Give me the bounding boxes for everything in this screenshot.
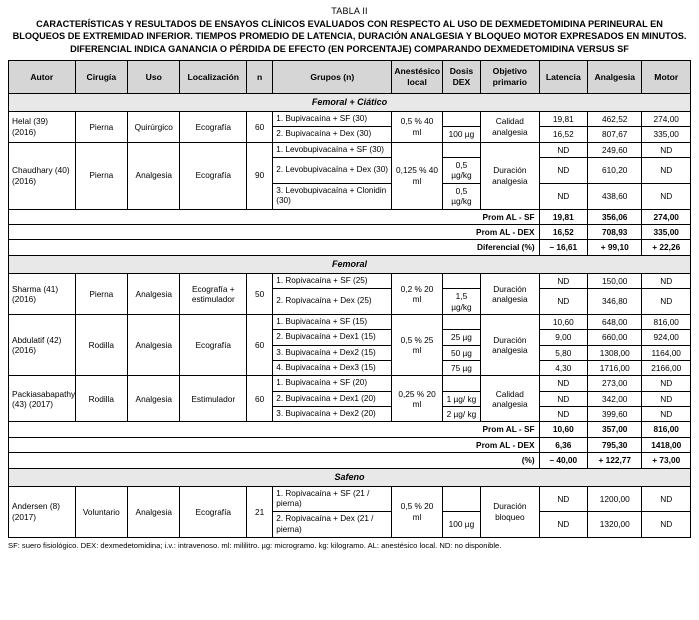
cell-dosis-dex: 1,5 µg/kg: [442, 289, 480, 315]
cell-grupo: 2. Levobupivacaína + Dex (30): [273, 158, 392, 184]
cell-cirugia: Voluntario: [75, 486, 127, 537]
cell-uso: Analgesia: [128, 273, 180, 314]
col-autor: Autor: [9, 61, 76, 93]
cell-grupo: 1. Bupivacaína + SF (20): [273, 376, 392, 391]
cell-motor: ND: [642, 407, 691, 422]
summary-latencia: 6,36: [539, 437, 587, 452]
summary-latencia: – 40,00: [539, 453, 587, 468]
cell-dosis-dex: [442, 486, 480, 512]
cell-cirugia: Pierna: [75, 142, 127, 209]
cell-motor: ND: [642, 289, 691, 315]
cell-dosis-dex: 50 µg: [442, 345, 480, 360]
cell-objetivo: Duración analgesia: [481, 273, 540, 314]
table-row: [9, 376, 691, 391]
cell-autor: Andersen (8) (2017): [9, 486, 76, 537]
col-localizacion: Localización: [180, 61, 247, 93]
cell-objetivo: Duración bloqueo: [481, 486, 540, 537]
cell-latencia: 9,00: [539, 330, 587, 345]
summary-motor: 1418,00: [642, 437, 691, 452]
summary-analgesia: + 122,77: [588, 453, 642, 468]
cell-motor: 816,00: [642, 314, 691, 329]
cell-latencia: 16,52: [539, 127, 587, 142]
summary-motor: 274,00: [642, 209, 691, 224]
cell-dosis-dex: 100 µg: [442, 512, 480, 538]
cell-grupo: 3. Bupivacaína + Dex2 (20): [273, 407, 392, 422]
cell-motor: ND: [642, 273, 691, 288]
table-caption: CARACTERÍSTICAS Y RESULTADOS DE ENSAYOS CLÍNICOS EVALUADOS CON RESPECTO AL USO DE DEXMEDETOMIDINA PERINEURAL EN BLOQUEOS DE EXTREMIDAD INFERIOR. TIEMPOS PROMEDIO DE LATENCIA, DURACIÓN ANALGESIA Y BLOQUEO MOTOR EXPRESADOS EN MINUTOS. DIFERENCIAL INDICA GANANCIA O PÉRDIDA DE EFECTO (EN PORCENTAJE) COMPARANDO DEXMEDETOMIDINA VERSUS SF: [12, 19, 687, 54]
cell-anestesico-local: 0,125 % 40 ml: [392, 142, 442, 209]
cell-latencia: 10,60: [539, 314, 587, 329]
summary-analgesia: 795,30: [588, 437, 642, 452]
summary-analgesia: 356,06: [588, 209, 642, 224]
summary-analgesia: 708,93: [588, 224, 642, 239]
col-analgesia: Analgesia: [588, 61, 642, 93]
cell-localizacion: Estimulador: [180, 376, 247, 422]
cell-grupo: 2. Ropivacaína + Dex (25): [273, 289, 392, 315]
cell-grupo: 1. Ropivacaína + SF (21 / pierna): [273, 486, 392, 512]
cell-autor: Sharma (41) (2016): [9, 273, 76, 314]
cell-n: 50: [247, 273, 273, 314]
summary-label: Prom AL - SF: [9, 422, 540, 437]
cell-autor: Abdulatif (42) (2016): [9, 314, 76, 375]
summary-motor: + 73,00: [642, 453, 691, 468]
cell-cirugia: Pierna: [75, 111, 127, 142]
cell-latencia: ND: [539, 273, 587, 288]
cell-latencia: ND: [539, 158, 587, 184]
cell-uso: Analgesia: [128, 314, 180, 375]
cell-grupo: 1. Ropivacaína + SF (25): [273, 273, 392, 288]
summary-latencia: 10,60: [539, 422, 587, 437]
cell-analgesia: 150,00: [588, 273, 642, 288]
cell-anestesico-local: 0,25 % 20 ml: [392, 376, 442, 422]
cell-localizacion: Ecografía + estimulador: [180, 273, 247, 314]
cell-objetivo: Calidad analgesia: [481, 376, 540, 422]
clinical-trials-table: [8, 60, 691, 537]
cell-grupo: 1. Levobupivacaína + SF (30): [273, 142, 392, 157]
col-cirugia: Cirugía: [75, 61, 127, 93]
table-body: [9, 93, 691, 537]
summary-latencia: – 16,61: [539, 240, 587, 255]
cell-n: 90: [247, 142, 273, 209]
cell-analgesia: 1320,00: [588, 512, 642, 538]
cell-analgesia: 1200,00: [588, 486, 642, 512]
cell-n: 60: [247, 111, 273, 142]
cell-latencia: ND: [539, 376, 587, 391]
cell-grupo: 3. Levobupivacaína + Clonidin (30): [273, 183, 392, 209]
cell-analgesia: 273,00: [588, 376, 642, 391]
cell-latencia: ND: [539, 512, 587, 538]
table-number: TABLA II: [331, 6, 368, 16]
col-grupos: Grupos (n): [273, 61, 392, 93]
summary-motor: 816,00: [642, 422, 691, 437]
cell-grupo: 4. Bupivacaína + Dex3 (15): [273, 360, 392, 375]
cell-motor: ND: [642, 183, 691, 209]
summary-row: [9, 224, 691, 239]
table-row: [9, 142, 691, 157]
cell-motor: 335,00: [642, 127, 691, 142]
cell-grupo: 2. Bupivacaína + Dex1 (15): [273, 330, 392, 345]
summary-label: (%): [9, 453, 540, 468]
cell-uso: Quirúrgico: [128, 111, 180, 142]
cell-anestesico-local: 0,5 % 40 ml: [392, 111, 442, 142]
cell-localizacion: Ecografía: [180, 314, 247, 375]
cell-analgesia: 249,60: [588, 142, 642, 157]
cell-latencia: ND: [539, 407, 587, 422]
cell-grupo: 2. Bupivacaína + Dex (30): [273, 127, 392, 142]
cell-uso: Analgesia: [128, 486, 180, 537]
summary-latencia: 19,81: [539, 209, 587, 224]
cell-analgesia: 462,52: [588, 111, 642, 126]
cell-analgesia: 648,00: [588, 314, 642, 329]
cell-latencia: ND: [539, 486, 587, 512]
cell-latencia: ND: [539, 391, 587, 406]
cell-localizacion: Ecografía: [180, 111, 247, 142]
summary-latencia: 16,52: [539, 224, 587, 239]
section-header-row: [9, 468, 691, 486]
cell-uso: Analgesia: [128, 142, 180, 209]
section-title: Safeno: [9, 468, 691, 486]
summary-label: Prom AL - DEX: [9, 437, 540, 452]
cell-autor: Chaudhary (40) (2016): [9, 142, 76, 209]
cell-dosis-dex: [442, 111, 480, 126]
cell-objetivo: Duración analgesia: [481, 142, 540, 209]
cell-latencia: 4,30: [539, 360, 587, 375]
cell-latencia: ND: [539, 289, 587, 315]
section-title: Femoral: [9, 255, 691, 273]
cell-dosis-dex: [442, 376, 480, 391]
cell-latencia: ND: [539, 142, 587, 157]
col-motor: Motor: [642, 61, 691, 93]
cell-dosis-dex: [442, 314, 480, 329]
cell-motor: 2166,00: [642, 360, 691, 375]
cell-motor: 1164,00: [642, 345, 691, 360]
summary-motor: 335,00: [642, 224, 691, 239]
cell-motor: ND: [642, 512, 691, 538]
table-row: [9, 111, 691, 126]
cell-analgesia: 610,20: [588, 158, 642, 184]
summary-analgesia: + 99,10: [588, 240, 642, 255]
cell-motor: 924,00: [642, 330, 691, 345]
cell-cirugia: Pierna: [75, 273, 127, 314]
section-header-row: [9, 93, 691, 111]
table-row: [9, 486, 691, 512]
cell-localizacion: Ecografía: [180, 486, 247, 537]
cell-dosis-dex: 1 µg/ kg: [442, 391, 480, 406]
cell-analgesia: 1716,00: [588, 360, 642, 375]
section-title: Femoral + Ciático: [9, 93, 691, 111]
summary-label: Prom AL - SF: [9, 209, 540, 224]
cell-cirugia: Rodilla: [75, 376, 127, 422]
col-n: n: [247, 61, 273, 93]
cell-dosis-dex: 75 µg: [442, 360, 480, 375]
section-header-row: [9, 255, 691, 273]
cell-motor: ND: [642, 158, 691, 184]
cell-latencia: 5,80: [539, 345, 587, 360]
summary-row: [9, 240, 691, 255]
cell-grupo: 2. Bupivacaína + Dex1 (20): [273, 391, 392, 406]
col-anestesico-local: Anestésico local: [392, 61, 442, 93]
cell-autor: Helal (39) (2016): [9, 111, 76, 142]
cell-cirugia: Rodilla: [75, 314, 127, 375]
summary-motor: + 22,26: [642, 240, 691, 255]
cell-n: 21: [247, 486, 273, 537]
summary-row: [9, 422, 691, 437]
cell-anestesico-local: 0,2 % 20 ml: [392, 273, 442, 314]
cell-analgesia: 399,60: [588, 407, 642, 422]
cell-dosis-dex: [442, 142, 480, 157]
table-row: [9, 273, 691, 288]
cell-motor: ND: [642, 486, 691, 512]
cell-autor: Packiasabapathy (43) (2017): [9, 376, 76, 422]
cell-n: 60: [247, 376, 273, 422]
cell-dosis-dex: 100 µg: [442, 127, 480, 142]
col-uso: Uso: [128, 61, 180, 93]
cell-motor: ND: [642, 391, 691, 406]
cell-analgesia: 1308,00: [588, 345, 642, 360]
cell-analgesia: 660,00: [588, 330, 642, 345]
cell-analgesia: 807,67: [588, 127, 642, 142]
cell-dosis-dex: 2 µg/ kg: [442, 407, 480, 422]
cell-objetivo: Duración analgesia: [481, 314, 540, 375]
summary-row: [9, 453, 691, 468]
cell-analgesia: 438,60: [588, 183, 642, 209]
col-latencia: Latencia: [539, 61, 587, 93]
cell-dosis-dex: 0,5 µg/kg: [442, 183, 480, 209]
cell-analgesia: 342,00: [588, 391, 642, 406]
cell-objetivo: Calidad analgesia: [481, 111, 540, 142]
cell-analgesia: 346,80: [588, 289, 642, 315]
cell-grupo: 1. Bupivacaína + SF (15): [273, 314, 392, 329]
cell-motor: ND: [642, 376, 691, 391]
table-footnote: SF: suero fisiológico. DEX: dexmedetomidina; i.v.: intravenoso. ml: mililitro. µg: microgramo. kg: kilogramo. AL: anestésico local. ND: no disponible.: [8, 540, 502, 550]
cell-n: 60: [247, 314, 273, 375]
col-dosis-dex: Dosis DEX: [442, 61, 480, 93]
cell-anestesico-local: 0,5 % 25 ml: [392, 314, 442, 375]
table-row: [9, 314, 691, 329]
cell-dosis-dex: [442, 273, 480, 288]
cell-motor: ND: [642, 142, 691, 157]
col-objetivo-primario: Objetivo primario: [481, 61, 540, 93]
summary-label: Prom AL - DEX: [9, 224, 540, 239]
cell-latencia: 19,81: [539, 111, 587, 126]
cell-uso: Analgesia: [128, 376, 180, 422]
summary-analgesia: 357,00: [588, 422, 642, 437]
summary-row: [9, 209, 691, 224]
cell-latencia: ND: [539, 183, 587, 209]
cell-localizacion: Ecografía: [180, 142, 247, 209]
cell-anestesico-local: 0,5 % 20 ml: [392, 486, 442, 537]
cell-grupo: 2. Ropivacaína + Dex (21 / pierna): [273, 512, 392, 538]
cell-dosis-dex: 25 µg: [442, 330, 480, 345]
cell-dosis-dex: 0,5 µg/kg: [442, 158, 480, 184]
cell-grupo: 1. Bupivacaína + SF (30): [273, 111, 392, 126]
table-header-row: [9, 61, 691, 93]
cell-grupo: 3. Bupivacaína + Dex2 (15): [273, 345, 392, 360]
summary-label: Diferencial (%): [9, 240, 540, 255]
cell-motor: 274,00: [642, 111, 691, 126]
summary-row: [9, 437, 691, 452]
